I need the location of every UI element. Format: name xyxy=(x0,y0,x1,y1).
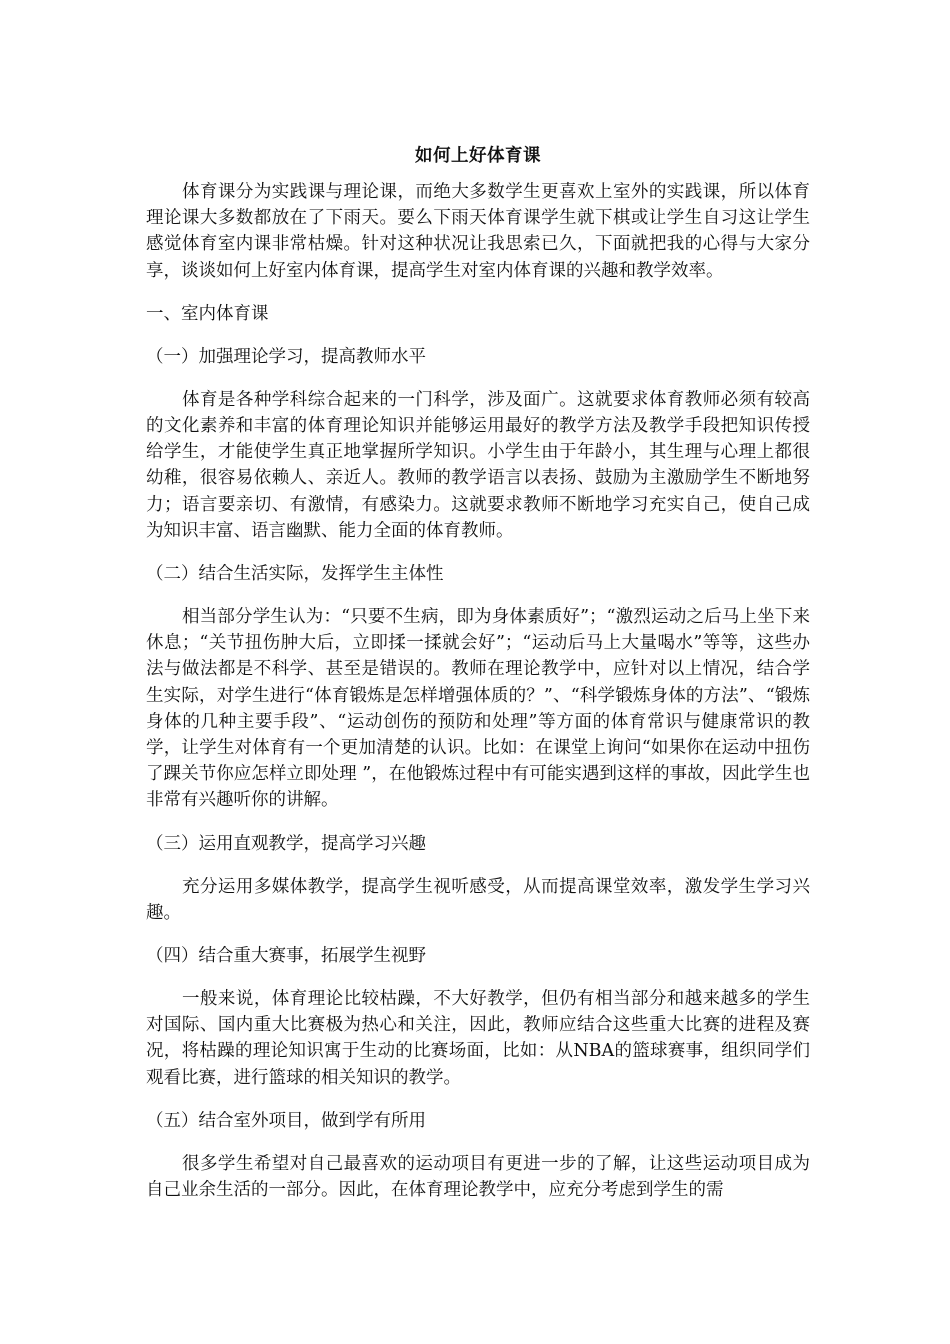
subheading-visual-teaching: （三）运用直观教学，提高学习兴趣 xyxy=(146,833,426,854)
paragraph-outdoor-projects: 很多学生希望对自己最喜欢的运动项目有更进一步的了解，让这些运动项目成为自己业余生活的一部分。因此，在体育理论教学中，应充分考虑到学生的需 xyxy=(146,1153,810,1201)
subheading-theory-study: （一）加强理论学习，提高教师水平 xyxy=(146,346,426,367)
subheading-outdoor-projects: （五）结合室外项目，做到学有所用 xyxy=(146,1110,426,1131)
intro-paragraph: 体育课分为实践课与理论课，而绝大多数学生更喜欢上室外的实践课，所以体育理论课大多数都放在了下雨天。要么下雨天体育课学生就下棋或让学生自习这让学生感觉体育室内课非常枯燥。针对这种状况让我思索已久，下面就把我的心得与大家分享，谈谈如何上好室内体育课，提高学生对室内体育课的兴趣和教学效率。 xyxy=(146,182,810,281)
subheading-real-life: （二）结合生活实际，发挥学生主体性 xyxy=(146,564,444,585)
document-title: 如何上好体育课 xyxy=(415,146,541,166)
section-heading-indoor-pe: 一、室内体育课 xyxy=(146,303,269,324)
paragraph-major-events: 一般来说，体育理论比较枯躁，不大好教学，但仍有相当部分和越来越多的学生对国际、国内重大比赛极为热心和关注，因此，教师应结合这些重大比赛的进程及赛况，将枯躁的理论知识寓于生动的比赛场面，比如：从NBA的篮球赛事，组织同学们观看比赛，进行篮球的相关知识的教学。 xyxy=(146,989,810,1088)
paragraph-real-life: 相当部分学生认为：“只要不生病，即为身体素质好”；“激烈运动之后马上坐下来休息；“关节扭伤肿大后，立即揉一揉就会好”；“运动后马上大量喝水”等等，这些办法与做法都是不科学、甚至是错误的。教师在理论教学中，应针对以上情况，结合学生实际，对学生进行“体育锻炼是怎样增强体质的？”、“科学锻炼身体的方法”、“锻炼身体的几种主要手段”、“运动创伤的预防和处理”等方面的体育常识与健康常识的教学，让学生对体育有一个更加清楚的认识。比如：在课堂上询问“如果你在运动中扭伤了踝关节你应怎样立即处理 ”，在他锻炼过程中有可能实遇到这样的事故，因此学生也非常有兴趣听你的讲解。 xyxy=(146,607,810,811)
paragraph-theory-study: 体育是各种学科综合起来的一门科学，涉及面广。这就要求体育教师必须有较高的文化素养和丰富的体育理论知识并能够运用最好的教学方法及教学手段把知识传授给学生，才能使学生真正地掌握所学知识。小学生由于年龄小，其生理与心理上都很幼稚，很容易依赖人、亲近人。教师的教学语言以表扬、鼓励为主激励学生不断地努力；语言要亲切、有激情，有感染力。这就要求教师不断地学习充实自己，使自己成为知识丰富、语言幽默、能力全面的体育教师。 xyxy=(146,389,810,541)
paragraph-visual-teaching: 充分运用多媒体教学，提高学生视听感受，从而提高课堂效率，激发学生学习兴趣。 xyxy=(146,876,810,923)
document-body xyxy=(146,143,810,1220)
subheading-major-events: （四）结合重大赛事，拓展学生视野 xyxy=(146,946,426,967)
